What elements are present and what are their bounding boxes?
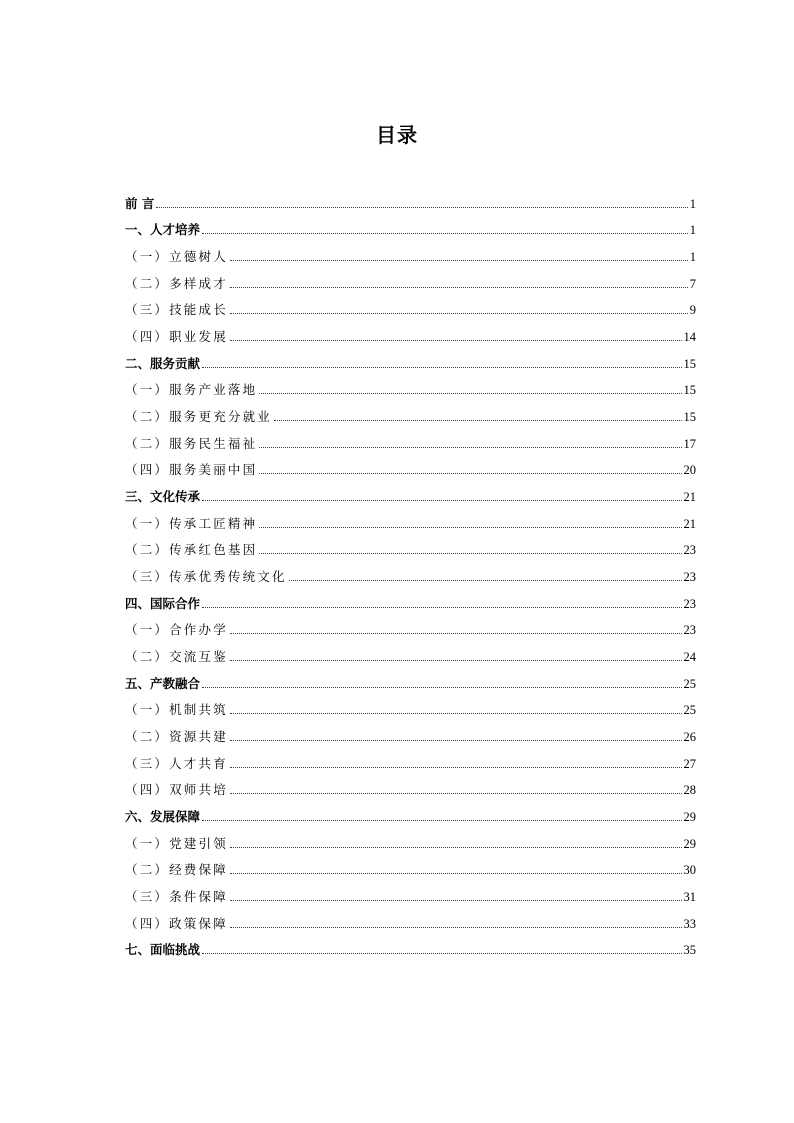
toc-entry-page-number: 27 xyxy=(683,756,696,771)
toc-section-entry[interactable] xyxy=(125,186,696,213)
toc-entry-page-number: 1 xyxy=(689,250,696,265)
toc-entry-page-number: 25 xyxy=(683,703,696,718)
toc-subsection-entry[interactable] xyxy=(125,906,696,933)
toc-entry-page-number: 29 xyxy=(683,810,696,825)
toc-entry-page-number: 15 xyxy=(683,410,696,425)
toc-entry-label: 前 言 xyxy=(125,195,155,211)
toc-subsection-entry[interactable] xyxy=(125,266,696,293)
dot-leader xyxy=(230,847,682,848)
toc-entry-label: （一）机制共筑 xyxy=(125,702,228,718)
toc-subsection-entry[interactable] xyxy=(125,506,696,533)
toc-entry-page-number: 28 xyxy=(683,783,696,798)
toc-subsection-entry[interactable] xyxy=(125,773,696,800)
dot-leader xyxy=(230,793,682,794)
toc-entry-page-number: 17 xyxy=(683,436,696,451)
toc-section-entry[interactable] xyxy=(125,586,696,613)
toc-entry-page-number: 23 xyxy=(683,596,696,611)
toc-entry-label: （三）条件保障 xyxy=(125,889,228,905)
toc-section-entry[interactable] xyxy=(125,666,696,693)
toc-entry-page-number: 23 xyxy=(683,570,696,585)
toc-entry-label: 一、人才培养 xyxy=(125,222,201,238)
dot-leader xyxy=(259,473,681,474)
toc-entry-label: （一）合作办学 xyxy=(125,622,228,638)
toc-entry-label: 二、服务贡献 xyxy=(125,355,201,371)
toc-section-entry[interactable] xyxy=(125,479,696,506)
dot-leader xyxy=(259,393,681,394)
toc-entry-label: （二）资源共建 xyxy=(125,729,228,745)
dot-leader xyxy=(202,500,681,501)
toc-entry-label: （三）传承优秀传统文化 xyxy=(125,569,287,585)
dot-leader xyxy=(259,447,681,448)
toc-subsection-entry[interactable] xyxy=(125,719,696,746)
toc-subsection-entry[interactable] xyxy=(125,319,696,346)
toc-subsection-entry[interactable] xyxy=(125,453,696,480)
dot-leader xyxy=(230,740,682,741)
toc-entry-page-number: 9 xyxy=(689,303,696,318)
dot-leader xyxy=(230,633,682,634)
toc-entry-label: （四）政策保障 xyxy=(125,915,228,931)
toc-entry-label: 五、产教融合 xyxy=(125,675,201,691)
toc-entry-page-number: 29 xyxy=(683,836,696,851)
toc-entry-page-number: 30 xyxy=(683,863,696,878)
page-title: 目录 xyxy=(376,123,418,148)
toc-section-entry[interactable] xyxy=(125,213,696,240)
toc-subsection-entry[interactable] xyxy=(125,746,696,773)
toc-entry-label: （四）双师共培 xyxy=(125,782,228,798)
toc-subsection-entry[interactable] xyxy=(125,613,696,640)
dot-leader xyxy=(230,927,682,928)
toc-entry-page-number: 23 xyxy=(683,623,696,638)
dot-leader xyxy=(202,607,681,608)
dot-leader xyxy=(230,767,682,768)
dot-leader xyxy=(230,713,682,714)
toc-entry-label: （一）服务产业落地 xyxy=(125,382,258,398)
dot-leader xyxy=(230,260,688,261)
toc-entry-page-number: 21 xyxy=(683,490,696,505)
toc-subsection-entry[interactable] xyxy=(125,693,696,720)
toc-entry-label: （一）党建引领 xyxy=(125,835,228,851)
toc-section-entry[interactable] xyxy=(125,799,696,826)
toc-entry-label: （二）经费保障 xyxy=(125,862,228,878)
toc-entry-page-number: 1 xyxy=(689,196,696,211)
toc-section-entry[interactable] xyxy=(125,933,696,960)
toc-entry-page-number: 1 xyxy=(689,223,696,238)
dot-leader xyxy=(156,207,687,208)
dot-leader xyxy=(230,660,682,661)
toc-entry-page-number: 15 xyxy=(683,356,696,371)
toc-entry-page-number: 33 xyxy=(683,916,696,931)
dot-leader xyxy=(202,953,681,954)
toc-entry-label: （四）服务美丽中国 xyxy=(125,462,258,478)
table-of-contents xyxy=(125,186,696,959)
toc-subsection-entry[interactable] xyxy=(125,559,696,586)
toc-entry-label: （三）技能成长 xyxy=(125,302,228,318)
toc-entry-label: （二）传承红色基因 xyxy=(125,542,258,558)
toc-entry-label: （三）人才共育 xyxy=(125,755,228,771)
toc-entry-page-number: 23 xyxy=(683,543,696,558)
toc-entry-label: 三、文化传承 xyxy=(125,489,201,505)
toc-entry-label: 七、面临挑战 xyxy=(125,942,201,958)
toc-entry-label: 六、发展保障 xyxy=(125,809,201,825)
toc-subsection-entry[interactable] xyxy=(125,533,696,560)
dot-leader xyxy=(259,553,681,554)
toc-entry-page-number: 35 xyxy=(683,943,696,958)
dot-leader xyxy=(230,873,682,874)
toc-entry-label: （二）服务更充分就业 xyxy=(125,409,273,425)
toc-entry-label: （二）多样成才 xyxy=(125,275,228,291)
toc-entry-label: （一）传承工匠精神 xyxy=(125,515,258,531)
dot-leader xyxy=(202,367,681,368)
dot-leader xyxy=(259,527,681,528)
dot-leader xyxy=(230,287,688,288)
toc-entry-page-number: 7 xyxy=(689,276,696,291)
toc-entry-label: （一）立德树人 xyxy=(125,249,228,265)
dot-leader xyxy=(230,900,682,901)
dot-leader xyxy=(202,233,688,234)
toc-subsection-entry[interactable] xyxy=(125,826,696,853)
dot-leader xyxy=(289,580,682,581)
toc-entry-page-number: 26 xyxy=(683,730,696,745)
toc-entry-page-number: 20 xyxy=(683,463,696,478)
toc-subsection-entry[interactable] xyxy=(125,853,696,880)
dot-leader xyxy=(230,340,682,341)
toc-subsection-entry[interactable] xyxy=(125,399,696,426)
toc-entry-label: 四、国际合作 xyxy=(125,595,201,611)
toc-entry-page-number: 21 xyxy=(683,516,696,531)
toc-subsection-entry[interactable] xyxy=(125,426,696,453)
dot-leader xyxy=(230,313,688,314)
toc-subsection-entry[interactable] xyxy=(125,639,696,666)
toc-entry-page-number: 31 xyxy=(683,890,696,905)
toc-entry-label: （四）职业发展 xyxy=(125,329,228,345)
dot-leader xyxy=(202,820,681,821)
dot-leader xyxy=(202,687,681,688)
toc-entry-page-number: 25 xyxy=(683,676,696,691)
toc-entry-page-number: 15 xyxy=(683,383,696,398)
toc-section-entry[interactable] xyxy=(125,346,696,373)
toc-subsection-entry[interactable] xyxy=(125,293,696,320)
toc-subsection-entry[interactable] xyxy=(125,239,696,266)
toc-subsection-entry[interactable] xyxy=(125,373,696,400)
toc-entry-page-number: 14 xyxy=(683,330,696,345)
dot-leader xyxy=(274,420,681,421)
toc-entry-label: （二）交流互鉴 xyxy=(125,649,228,665)
toc-entry-page-number: 24 xyxy=(683,650,696,665)
toc-entry-label: （二）服务民生福祉 xyxy=(125,435,258,451)
toc-subsection-entry[interactable] xyxy=(125,879,696,906)
